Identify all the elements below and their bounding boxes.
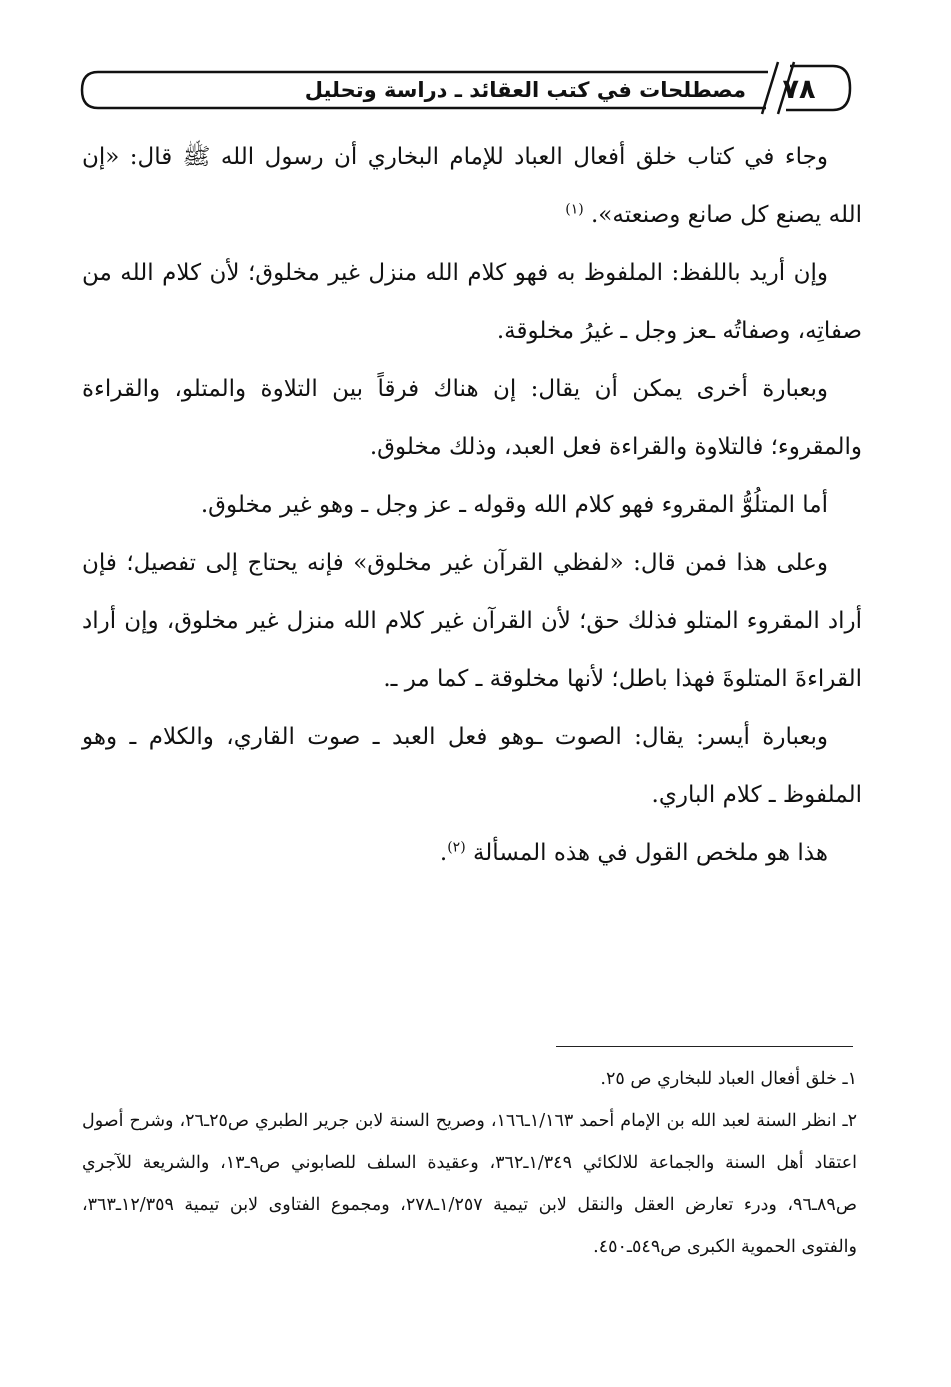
footnote-ref-1: (١) [565, 201, 584, 218]
paragraph-text: هذا هو ملخص القول في هذه المسألة [472, 840, 828, 866]
paragraph-text: أما المتلُوُّ المقروء فهو كلام الله وقوله ـ عز وجل ـ وهو غير مخلوق. [200, 492, 828, 518]
paragraph-text: وجاء في كتاب خلق أفعال العباد للإمام البخاري أن رسول الله ﷺ قال: «إن الله يصنع كل صانع وصنعته». [82, 144, 862, 228]
paragraph-text: وبعبارة أيسر: يقال: الصوت ـوهو فعل العبد ـ صوت القاري، والكلام ـ وهو الملفوظ ـ كلام الباري. [82, 724, 862, 808]
paragraph-text: وعلى هذا فمن قال: «لفظي القرآن غير مخلوق» فإنه يحتاج إلى تفصيل؛ فإن أراد المقروء المتلو فذلك حق؛ لأن القرآن غير كلام الله منزل غير مخلوق، وإن أراد القراءةَ المتلوةَ فهذا باطل؛ لأنها مخلوقة ـ كما مر ـ. [82, 550, 862, 692]
paragraph-5 [82, 534, 862, 708]
paragraph-3 [82, 360, 862, 476]
paragraph-7: هذا هو ملخص القول في هذه المسألة $^{(٢)}$. [439, 839, 828, 866]
page-number: ٧٨ [782, 74, 816, 105]
footnote-separator [556, 1046, 853, 1047]
footnote-1: ١ـ خلق أفعال العباد للبخاري ص ٢٥. [600, 1069, 857, 1089]
page-header [78, 58, 858, 124]
footnote-2: ٢ـ انظر السنة لعبد الله بن الإمام أحمد ١/١٦٣ـ١٦٦، وصريح السنة لابن جرير الطبري ص٢٥ـ٢٦، وشرح أصول اعتقاد أهل السنة والجماعة للالكائي ١/٣٤٩ـ٣٦٢، وعقيدة السلف للصابوني ص٩ـ١٣، والشريعة للآجري ص٨٩ـ٩٦، ودرء تعارض العقل والنقل لابن تيمية ١/٢٥٧ـ٢٧٨، ومجموع الفتاوى لابن تيمية ١٢/٣٥٩ـ٣٦٣، والفتوى الحموية الكبرى ص٥٤٩ـ٤٥٠. [82, 1111, 858, 1257]
paragraph-4 [82, 476, 862, 534]
paragraph-2 [82, 244, 862, 360]
footnote-ref-2: (٢) [447, 839, 466, 856]
paragraph-text: وإن أريد باللفظ: الملفوظ به فهو كلام الله منزل غير مخلوق؛ لأن كلام الله من صفاتِه، وصفاتُه ـعز وجل ـ غيرُ مخلوقة. [82, 260, 862, 344]
paragraph-1 [82, 128, 862, 244]
footnotes [82, 1058, 857, 1268]
running-title: مصطلحات في كتب العقائد ـ دراسة وتحليل [304, 78, 746, 102]
main-text [82, 128, 862, 882]
paragraph-text: وبعبارة أخرى يمكن أن يقال: إن هناك فرقاً بين التلاوة والمتلو، والقراءة والمقروء؛ فالتلاوة والقراءة فعل العبد، وذلك مخلوق. [82, 376, 862, 460]
paragraph-6 [82, 708, 862, 824]
